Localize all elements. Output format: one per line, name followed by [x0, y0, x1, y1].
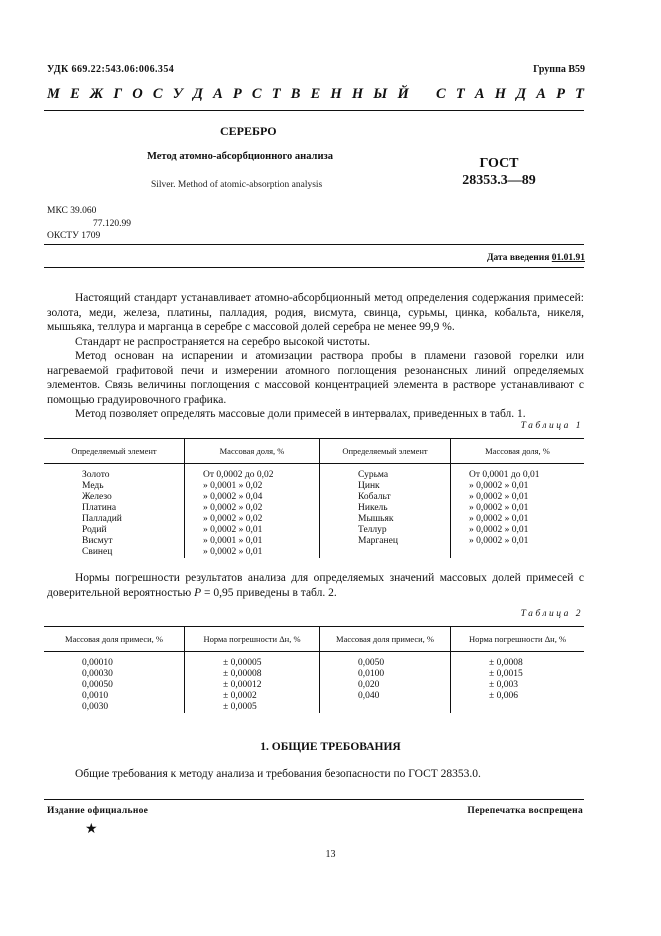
banner-letter: А: [536, 86, 546, 102]
table2-cell: ± 0,00005: [185, 652, 320, 670]
table2-cell: ± 0,00012: [185, 680, 320, 691]
table1-cell: » 0,0001 » 0,01: [185, 536, 320, 547]
paragraph: Общие требования к методу анализа и требования безопасности по ГОСТ 28353.0.: [75, 768, 481, 780]
gost-number: [450, 155, 548, 189]
banner-letter: Р: [556, 86, 565, 102]
table1-cell: » 0,0002 » 0,01: [469, 492, 529, 502]
group-code: Группа В59: [533, 64, 585, 75]
banner-letter: С: [152, 86, 163, 102]
code-oksty: ОКСТУ 1709: [47, 231, 101, 241]
star-icon: ★: [85, 822, 98, 837]
table1-caption: Таблица 1: [520, 421, 583, 431]
table-row: [44, 691, 584, 702]
banner-letter: Н: [351, 86, 364, 102]
probability-symbol: P: [194, 586, 202, 599]
table1-cell: » 0,0002 » 0,01: [185, 547, 320, 558]
intro-text: [47, 291, 584, 422]
header-rule: [44, 110, 584, 111]
table2-cell: ± 0,00008: [185, 669, 320, 680]
table2-cell: [451, 702, 585, 713]
gost-code: 28353.3—89: [462, 173, 536, 188]
banner-letter: Н: [494, 86, 506, 102]
table1-cell: Родий: [44, 525, 185, 536]
table1-cell: » 0,0002 » 0,01: [185, 525, 320, 536]
banner-letter: Т: [575, 86, 584, 102]
banner-letter: Ы: [373, 86, 388, 102]
table2-cell: [320, 702, 451, 713]
banner-letter: Й: [397, 86, 409, 102]
table-row: [44, 514, 584, 525]
code-mks-2: 77.120.99: [93, 218, 131, 229]
banner-letter: У: [172, 86, 183, 102]
table2-header: Массовая доля примеси, %: [320, 627, 451, 652]
table-2: [44, 626, 584, 713]
banner-letter: О: [132, 86, 143, 102]
document-title: СЕРЕБРО: [220, 124, 277, 138]
paragraph: Стандарт не распространяется на серебро высокой чистоты.: [75, 335, 371, 348]
table2-cell: ± 0,0002: [185, 691, 320, 702]
paragraph: Метод основан на испарении и атомизации раствора пробы в пламени газовой горелки или нагреваемой графитовой печи и измерении атомного поглощения резонансных линий определяемых элементов. Связь величины поглощения с массовой концентрацией элемента в растворе устанавливают с помощью градуировочного графика.: [47, 350, 584, 406]
meta-rule: [44, 244, 584, 245]
table-row: [44, 503, 584, 514]
table1-cell: Кобальт: [320, 492, 451, 503]
table2-header: Массовая доля примеси, %: [44, 627, 185, 652]
table-row: [44, 525, 584, 536]
paragraph: Метод позволяет определять массовые доли примесей в интервалах, приведенных в табл. 1.: [75, 408, 526, 420]
table1-cell: Сурьма: [320, 464, 451, 482]
table1-cell: Золото: [44, 464, 185, 482]
edition-note: Издание официальное: [47, 806, 149, 816]
table1-header: Определяемый элемент: [320, 439, 451, 464]
table1-cell: » 0,0002 » 0,01: [469, 525, 529, 535]
banner-letter: А: [474, 86, 485, 102]
banner-letter: В: [290, 86, 301, 102]
banner-letter: М: [47, 86, 60, 102]
table2-cell: 0,00050: [44, 680, 185, 691]
table1-cell: Висмут: [44, 536, 185, 547]
table-row: [44, 702, 584, 713]
banner-letter: Д: [193, 86, 203, 102]
effective-date: [487, 253, 585, 263]
classification-codes: [47, 205, 131, 243]
banner-letter: Н: [330, 86, 342, 102]
table1-header: Массовая доля, %: [185, 439, 320, 464]
section-heading: 1. ОБЩИЕ ТРЕБОВАНИЯ: [260, 741, 401, 753]
table-row: [44, 492, 584, 503]
table2-cell: ± 0,0008: [489, 658, 523, 668]
table1-cell: Теллур: [320, 525, 451, 536]
table1-cell: » 0,0002 » 0,04: [185, 492, 320, 503]
banner-letter: Р: [232, 86, 242, 102]
banner-word-1: [47, 86, 409, 103]
table2-cell: 0,0050: [320, 652, 451, 670]
footer-rule: [44, 799, 584, 800]
table1-cell: От 0,0001 до 0,01: [469, 470, 540, 480]
reprint-note: Перепечатка воспрещена: [467, 806, 583, 816]
paragraph: Нормы погрешности результатов анализа для определяемых значений массовых долей примесей с доверительной вероятностью P = 0,95 приведены в табл. 2.: [47, 572, 584, 599]
banner-letter: Ж: [89, 86, 104, 102]
banner-letter: Е: [70, 86, 80, 102]
table1-cell: Железо: [44, 492, 185, 503]
code-mks: МКС 39.060: [47, 206, 97, 216]
table-row: [44, 652, 584, 670]
table1-cell: Палладий: [44, 514, 185, 525]
effective-date-value: 01.01.91: [551, 253, 585, 263]
table-1: [44, 438, 584, 558]
gost-label: ГОСТ: [479, 156, 519, 171]
table-row: [44, 669, 584, 680]
table1-cell: Никель: [320, 503, 451, 514]
standard-banner: [47, 86, 584, 103]
table2-cell: 0,0100: [320, 669, 451, 680]
table2-cell: 0,0030: [44, 702, 185, 713]
table2-cell: 0,00010: [44, 652, 185, 670]
banner-letter: Д: [516, 86, 527, 102]
banner-letter: Е: [310, 86, 321, 102]
table1-header: Массовая доля, %: [451, 439, 585, 464]
table2-cell: ± 0,003: [489, 680, 518, 690]
table-row: [44, 547, 584, 558]
table1-cell: Платина: [44, 503, 185, 514]
table1-cell: » 0,0002 » 0,02: [185, 514, 320, 525]
table1-cell: » 0,0002 » 0,01: [469, 481, 529, 491]
page-number: 13: [325, 849, 336, 860]
table2-cell: 0,020: [320, 680, 451, 691]
table1-cell: Марганец: [320, 536, 451, 547]
table2-cell: ± 0,0005: [185, 702, 320, 713]
table1-cell: [451, 547, 585, 558]
table1-cell: Свинец: [44, 547, 185, 558]
table1-cell: » 0,0001 » 0,02: [185, 481, 320, 492]
table-row: [44, 481, 584, 492]
banner-letter: С: [251, 86, 262, 102]
banner-letter: Т: [271, 86, 281, 102]
table1-header: Определяемый элемент: [44, 439, 185, 464]
table1-cell: Медь: [44, 481, 185, 492]
banner-word-2: [436, 86, 584, 103]
table1-cell: » 0,0002 » 0,01: [469, 514, 529, 524]
banner-letter: Г: [113, 86, 123, 102]
table-row: [44, 464, 584, 482]
date-rule: [44, 267, 584, 268]
table-row: [44, 536, 584, 547]
table1-cell: » 0,0002 » 0,01: [469, 503, 529, 513]
document-subtitle: Метод атомно-абсорбционного анализа: [147, 151, 333, 162]
table2-caption: Таблица 2: [520, 609, 583, 619]
table2-cell: 0,040: [320, 691, 451, 702]
table2-intro: [47, 571, 584, 600]
effective-date-label: Дата введения: [486, 253, 550, 263]
table2-cell: ± 0,0015: [489, 669, 523, 679]
table1-cell: От 0,0002 до 0,02: [185, 464, 320, 482]
table1-cell: » 0,0002 » 0,02: [185, 503, 320, 514]
section-text: [47, 767, 584, 782]
banner-letter: Т: [455, 86, 465, 102]
table2-cell: 0,0010: [44, 691, 185, 702]
table2-header: Норма погрешности Δн, %: [185, 627, 320, 652]
english-title: Silver. Method of atomic-absorption analysis: [151, 180, 323, 190]
table2-cell: ± 0,006: [489, 691, 518, 701]
table-row: [44, 680, 584, 691]
table1-cell: » 0,0002 » 0,01: [469, 536, 529, 546]
table2-header: Норма погрешности Δн, %: [451, 627, 585, 652]
table2-cell: 0,00030: [44, 669, 185, 680]
table1-cell: Мышьяк: [320, 514, 451, 525]
udc-code: УДК 669.22:543.06:006.354: [47, 64, 175, 75]
table1-cell: Цинк: [320, 481, 451, 492]
paragraph: Настоящий стандарт устанавливает атомно-абсорбционный метод определения содержания примесей: золота, меди, железа, платины, палладия, родия, висмута, свинца, сурьмы, цинка, кобальта, никеля, мышьяка, теллура и марганца в серебре с массовой долей серебра не менее 99,9 %.: [47, 292, 584, 333]
table1-cell: [320, 547, 451, 558]
banner-letter: А: [213, 86, 223, 102]
banner-letter: С: [436, 86, 446, 102]
